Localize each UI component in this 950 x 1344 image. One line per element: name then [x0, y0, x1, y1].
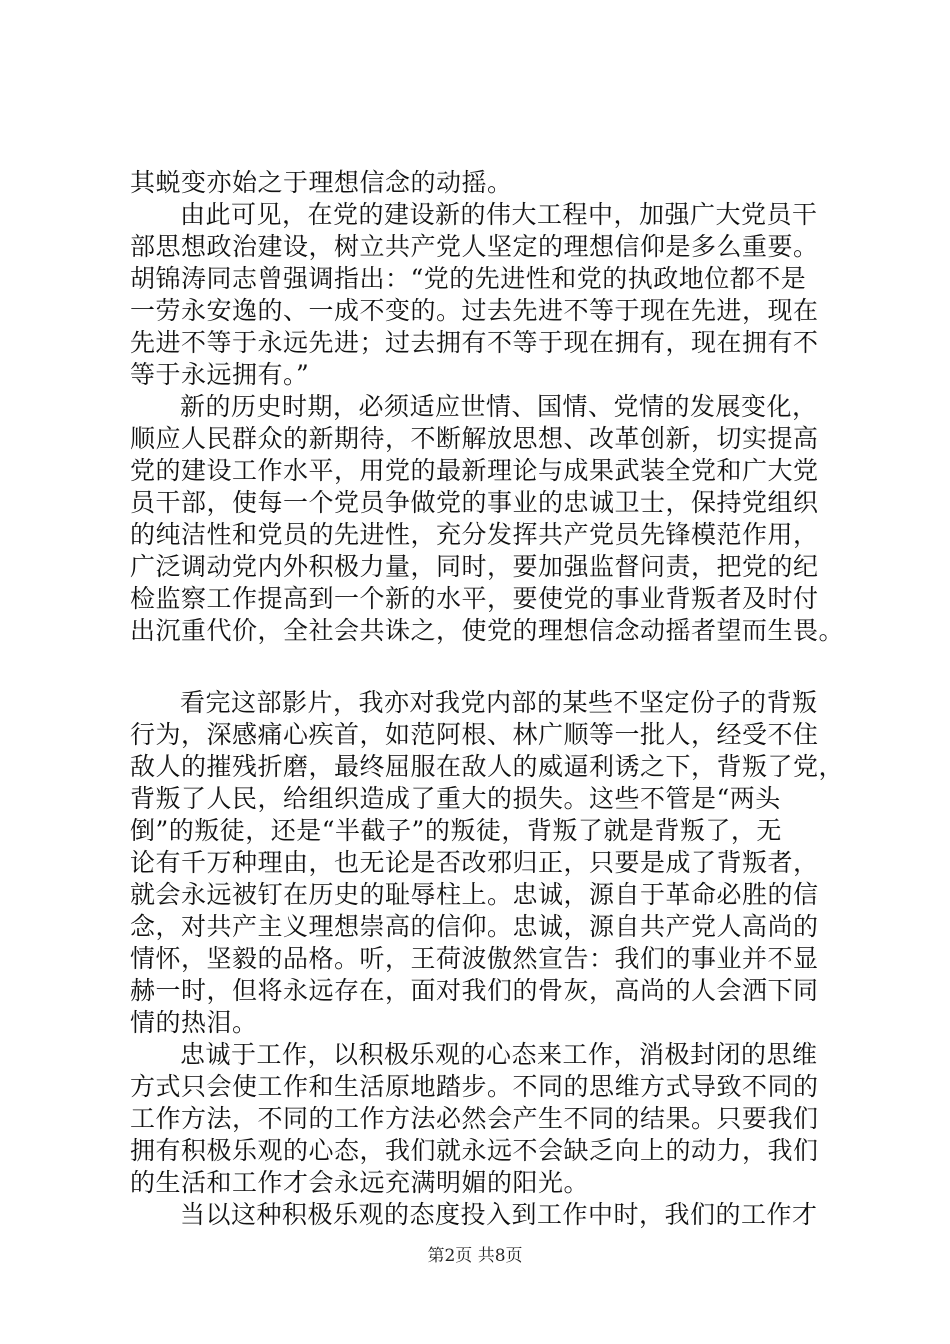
text-line: 就会永远被钉在历史的耻辱柱上。忠诚，源自于革命必胜的信	[130, 880, 819, 909]
text-line: 行为，深感痛心疾首，如范阿根、林广顺等一批人，经受不住	[130, 720, 819, 749]
text-line: 胡锦涛同志曾强调指出：“党的先进性和党的执政地位都不是	[130, 264, 807, 293]
text-line: 论有千万种理由，也无论是否改邪归正，只要是成了背叛者，	[130, 848, 819, 877]
text-line: 背叛了人民，给组织造成了重大的损失。这些不管是“两头	[130, 784, 781, 813]
text-line: 看完这部影片，我亦对我党内部的某些不坚定份子的背叛	[180, 688, 818, 717]
text-line: 忠诚于工作，以积极乐观的心态来工作，消极封闭的思维	[180, 1040, 818, 1069]
text-line: 部思想政治建设，树立共产党人坚定的理想信仰是多么重要。	[130, 232, 819, 261]
text-line: 的纯洁性和党员的先进性，充分发挥共产党员先锋模范作用，	[130, 520, 819, 549]
text-line: 情怀，坚毅的品格。听，王荷波傲然宣告：我们的事业并不显	[130, 944, 819, 973]
text-line: 倒”的叛徒，还是“半截子”的叛徒，背叛了就是背叛了，无	[130, 816, 782, 845]
text-line: 新的历史时期，必须适应世情、国情、党情的发展变化，	[180, 392, 818, 421]
text-line: 当以这种积极乐观的态度投入到工作中时，我们的工作才	[180, 1200, 818, 1229]
text-line: 检监察工作提高到一个新的水平，要使党的事业背叛者及时付	[130, 584, 819, 613]
text-line: 出沉重代价，全社会共诛之，使党的理想信念动摇者望而生畏。	[130, 616, 845, 645]
text-line: 拥有积极乐观的心态，我们就永远不会缺乏向上的动力，我们	[130, 1136, 819, 1165]
text-line: 赫一时，但将永远存在，面对我们的骨灰，高尚的人会洒下同	[130, 976, 819, 1005]
text-line: 方式只会使工作和生活原地踏步。不同的思维方式导致不同的	[130, 1072, 819, 1101]
text-line: 敌人的摧残折磨，最终屈服在敌人的威逼利诱之下，背叛了党，	[130, 752, 845, 781]
text-line: 广泛调动党内外积极力量，同时，要加强监督问责，把党的纪	[130, 552, 819, 581]
text-line: 员干部，使每一个党员争做党的事业的忠诚卫士，保持党组织	[130, 488, 819, 517]
text-line: 一劳永安逸的、一成不变的。过去先进不等于现在先进，现在	[130, 296, 819, 325]
text-line: 工作方法，不同的工作方法必然会产生不同的结果。只要我们	[130, 1104, 819, 1133]
text-line: 顺应人民群众的新期待，不断解放思想、改革创新，切实提高	[130, 424, 819, 453]
page-footer: 第2页 共8页	[427, 1246, 523, 1266]
text-line: 等于永远拥有。”	[130, 360, 310, 389]
text-line: 念，对共产主义理想崇高的信仰。忠诚，源自共产党人高尚的	[130, 912, 819, 941]
text-line: 先进不等于永远先进；过去拥有不等于现在拥有，现在拥有不	[130, 328, 819, 357]
text-line: 情的热泪。	[130, 1008, 258, 1037]
text-line: 由此可见，在党的建设新的伟大工程中，加强广大党员干	[180, 200, 818, 229]
text-line: 其蜕变亦始之于理想信念的动摇。	[130, 168, 513, 197]
text-line: 党的建设工作水平，用党的最新理论与成果武装全党和广大党	[130, 456, 819, 485]
text-line: 的生活和工作才会永远充满明媚的阳光。	[130, 1168, 590, 1197]
